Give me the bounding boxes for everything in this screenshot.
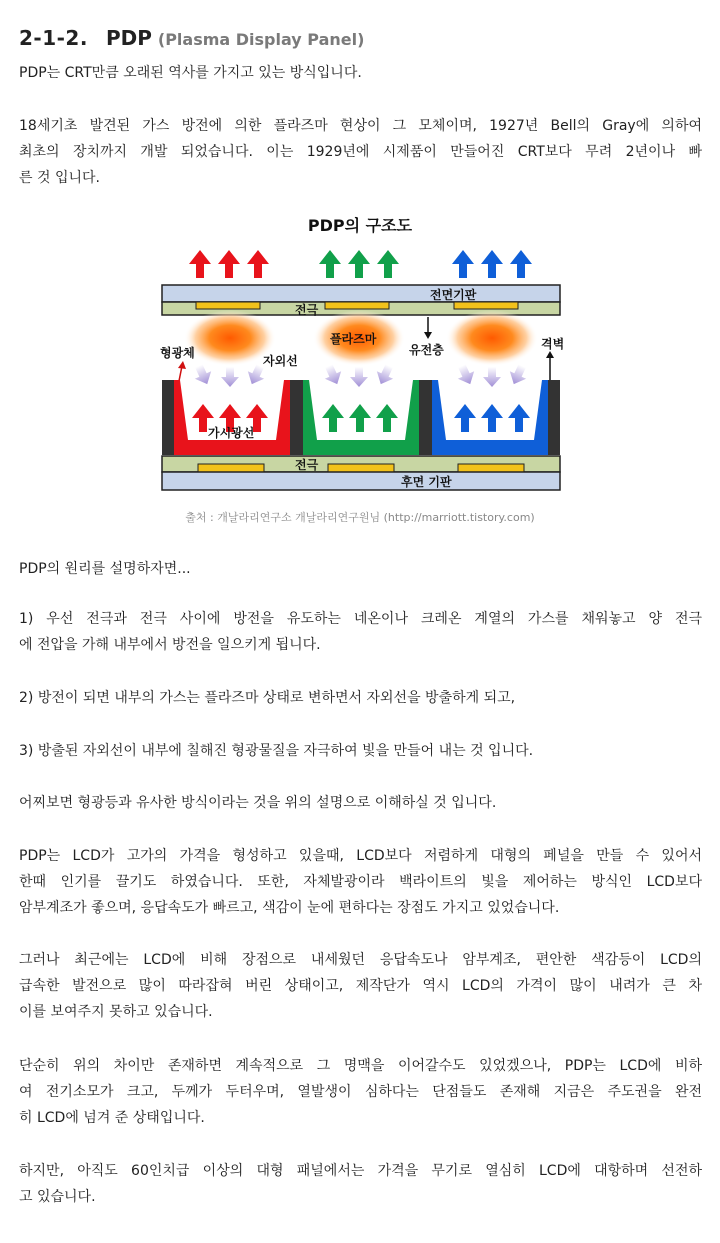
top-electrode-3 [454, 302, 518, 309]
visible-light-green [322, 404, 398, 432]
visible-light-blue [454, 404, 530, 432]
section-subtitle: (Plasma Display Panel) [157, 30, 365, 49]
top-electrode-1 [196, 302, 260, 309]
barrier-2 [290, 380, 303, 455]
label-visible-light: 가시광선 [208, 426, 255, 440]
label-phosphor: 형광체 [160, 346, 195, 360]
top-electrode-2 [325, 302, 389, 309]
figure-caption: 출처 : 개날라리연구소 개날라리연구원님 (http://marriott.tistory.com) [185, 511, 535, 524]
figure-title: PDP의 구조도 [307, 216, 413, 235]
intro-paragraph: PDP는 CRT만큼 오래된 역사를 가지고 있는 방식입니다. [19, 65, 362, 81]
step-2: 2) 방전이 되면 내부의 가스는 플라즈마 상태로 변하면서 자외선을 방출하게 되고, [19, 690, 516, 706]
label-uv: 자외선 [263, 354, 298, 368]
step-1: 1) 우선 전극과 전극 사이에 방전을 유도하는 네온이나 크레온 계열의 가스를 채워놓고 양 전극 에 전압을 가해 내부에서 방전을 일으키게 됩니다. [19, 611, 702, 653]
bottom-electrode-3 [458, 464, 524, 472]
section-heading [19, 26, 364, 50]
section-number: 2-1-2. [19, 26, 88, 50]
blue-light-arrows [452, 250, 532, 278]
label-dielectric: 유전층 [409, 343, 444, 357]
green-light-arrows [319, 250, 399, 278]
bottom-electrode-2 [328, 464, 394, 472]
plasma-glow-3 [446, 310, 538, 366]
label-electrode-top: 전극 [295, 303, 319, 317]
lcd-progress-paragraph: 그러나 최근에는 LCD에 비해 장점으로 내세웠던 응답속도나 암부계조, 편안한 색감등이 LCD의 급속한 발전으로 많이 따라잡혀 버린 상태이고, 제작단가 역시 LCD의 가격이 많이 내려가 큰 차 이를 보여주지 못하고 있습니다. [19, 952, 702, 1020]
barrier-1 [162, 380, 174, 455]
rear-substrate [162, 472, 560, 490]
pdp-disadvantages-paragraph: 단순히 위의 차이만 존재하면 계속적으로 그 명맥을 이어갈수도 있었겠으나, PDP는 LCD에 비하 여 전기소모가 크고, 두께가 두터우며, 열발생이 심하다는 단점들도 존재해 지금은 주도권을 완전 히 LCD에 넘겨 준 상태입니다. [19, 1058, 702, 1126]
label-electrode-bottom: 전극 [295, 458, 319, 472]
principle-intro: PDP의 원리를 설명하자면... [19, 561, 191, 577]
front-substrate [162, 285, 560, 302]
section-title: PDP [105, 26, 152, 50]
barrier-3 [419, 380, 432, 455]
red-light-arrows [189, 250, 269, 278]
pdp-structure-diagram [158, 242, 564, 496]
comparison-paragraph: 어찌보면 형광등과 유사한 방식이라는 것을 위의 설명으로 이해하실 것 입니다. [19, 795, 497, 811]
bottom-electrode-1 [198, 464, 264, 472]
label-front-substrate: 전면기판 [430, 288, 477, 302]
history-paragraph: 18세기초 발견된 가스 방전에 의한 플라즈마 현상이 그 모체이며, 1927년 Bell의 Gray에 의하여 최초의 장치까지 개발 되었습니다. 이는 1929년에 시제품이 만들어진 CRT보다 무려 2년이나 빠 른 것 입니다. [19, 118, 702, 186]
barrier-4 [548, 380, 560, 455]
pdp-advantages-paragraph: PDP는 LCD가 고가의 가격을 형성하고 있을때, LCD보다 저렴하게 대형의 페널을 만들 수 있어서 한때 인기를 끌기도 하였습니다. 또한, 자체발광이라 백라이트의 빛을 제어하는 방식인 LCD보다 암부계조가 좋으며, 응답속도가 빠르고, 색감이 눈에 편하다는 장점도 가지고 있었습니다. [19, 848, 702, 916]
step-3: 3) 방출된 자외선이 내부에 칠해진 형광물질을 자극하여 빛을 만들어 내는 것 입니다. [19, 743, 534, 759]
label-barrier: 격벽 [541, 337, 564, 351]
uv-arrows [191, 362, 531, 388]
label-rear-substrate: 후면 기판 [401, 475, 452, 489]
label-plasma: 플라즈마 [330, 332, 377, 346]
large-panel-paragraph: 하지만, 아직도 60인치급 이상의 대형 패널에서는 가격을 무기로 열심히 LCD에 대항하며 선전하 고 있습니다. [19, 1163, 702, 1205]
